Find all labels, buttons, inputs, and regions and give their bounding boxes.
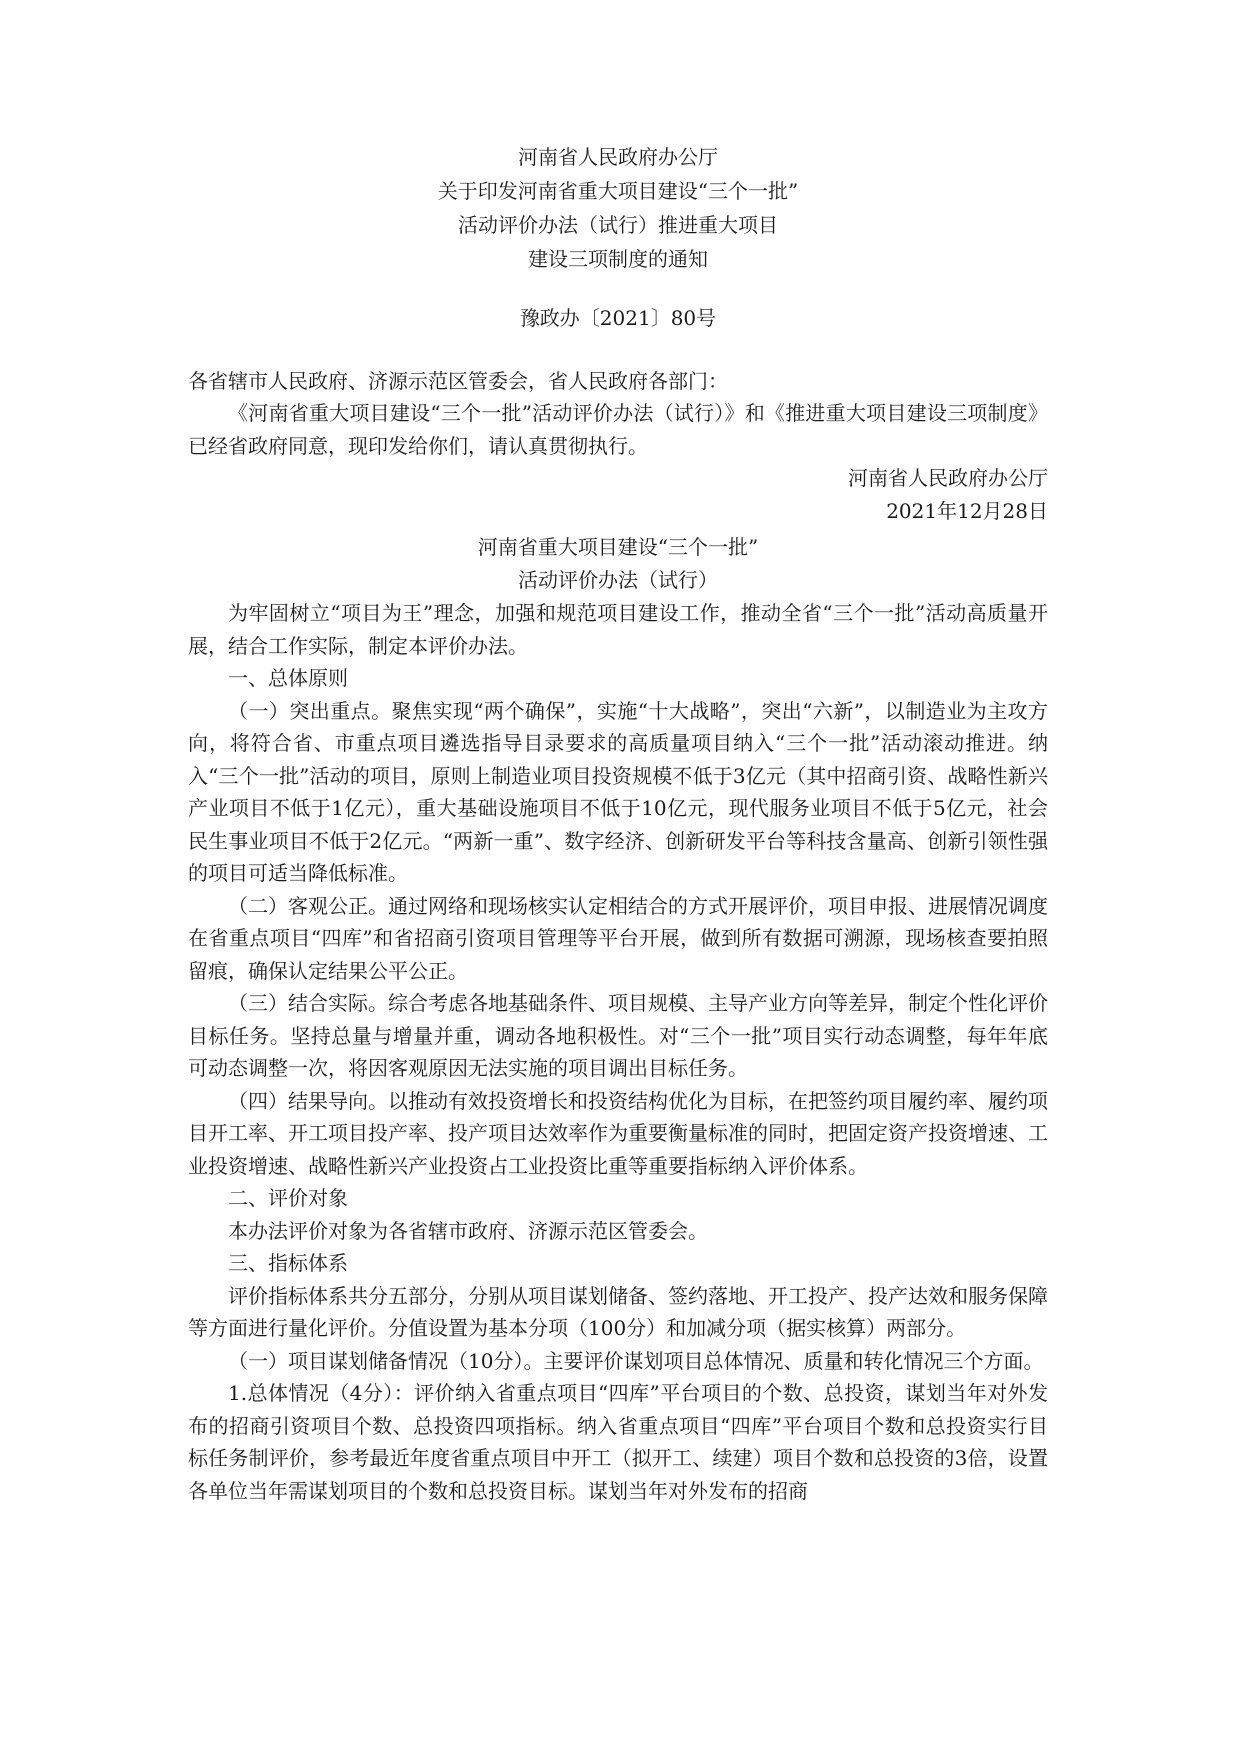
subsection-paragraph: （一）项目谋划储备情况（10分）。主要评价谋划项目总体情况、质量和转化情况三个方面。 <box>228 1348 1044 1373</box>
section-heading: 一、总体原则 <box>228 666 348 690</box>
notice-title-line: 关于印发河南省重大项目建设“三个一批” <box>437 179 799 203</box>
section-body: 评价指标体系共分五部分，分别从项目谋划储备、签约落地、开工投产、投产达效和服务保障等方面进行量化评价。分值设置为基本分项（100分）和加减分项（据实核算）两部分。 <box>188 1283 1048 1340</box>
measures-title <box>188 531 1048 597</box>
principle-paragraph: （二）客观公正。通过网络和现场核实认定相结合的方式开展评价，项目申报、进展情况调度在省重点项目“四库”和省招商引资项目管理等平台开展，做到所有数据可溯源，现场核查要拍照留痕，确保认定结果公平公正。 <box>188 893 1048 983</box>
notice-body: 《河南省重大项目建设“三个一批”活动评价办法（试行）》和《推进重大项目建设三项制度》已经省政府同意，现印发给你们，请认真贯彻执行。 <box>188 401 1048 458</box>
intro-paragraph: 为牢固树立“项目为王”理念，加强和规范项目建设工作，推动全省“三个一批”活动高质量开展，结合工作实际，制定本评价办法。 <box>188 601 1048 658</box>
notice-title-line: 建设三项制度的通知 <box>528 247 708 271</box>
section-heading: 二、评价对象 <box>228 1186 348 1210</box>
document-number: 豫政办〔2021〕80号 <box>519 306 717 330</box>
section-heading: 三、指标体系 <box>228 1251 348 1275</box>
issue-date: 2021年12月28日 <box>886 498 1048 523</box>
measures-title-line: 河南省重大项目建设“三个一批” <box>477 535 759 559</box>
section-body: 本办法评价对象为各省辖市政府、济源示范区管委会。 <box>228 1218 708 1243</box>
addressee: 各省辖市人民政府、济源示范区管委会，省人民政府各部门： <box>188 368 728 393</box>
principle-paragraph: （四）结果导向。以推动有效投资增长和投资结构优化为目标，在把签约项目履约率、履约项目开工率、开工项目投产率、投产项目达效率作为重要衡量标准的同时，把固定资产投资增速、工业投资增速、战略性新兴产业投资占工业投资比重等重要指标纳入评价体系。 <box>188 1088 1048 1178</box>
notice-title <box>188 140 1048 276</box>
item-paragraph: 1.总体情况（4分）：评价纳入省重点项目“四库”平台项目的个数、总投资，谋划当年对外发布的招商引资项目个数、总投资四项指标。纳入省重点项目“四库”平台项目个数和总投资实行目标任务制评价，参考最近年度省重点项目中开工（拟开工、续建）项目个数和总投资的3倍，设置各单位当年需谋划项目的个数和总投资目标。谋划当年对外发布的招商 <box>188 1381 1048 1503</box>
principle-paragraph: （一）突出重点。聚焦实现“两个确保”，实施“十大战略”，突出“六新”，以制造业为主攻方向，将符合省、市重点项目遴选指导目录要求的高质量项目纳入“三个一批”活动滚动推进。纳入“三个一批”活动的项目，原则上制造业项目投资规模不低于3亿元（其中招商引资、战略性新兴产业项目不低于1亿元），重大基础设施项目不低于10亿元，现代服务业项目不低于5亿元，社会民生事业项目不低于2亿元。“两新一重”、数字经济、创新研发平台等科技含量高、创新引领性强的项目可适当降低标准。 <box>188 698 1048 885</box>
principle-paragraph: （三）结合实际。综合考虑各地基础条件、项目规模、主导产业方向等差异，制定个性化评价目标任务。坚持总量与增量并重，调动各地积极性。对“三个一批”项目实行动态调整，每年年底可动态调整一次，将因客观原因无法实施的项目调出目标任务。 <box>188 991 1048 1080</box>
notice-title-line: 河南省人民政府办公厅 <box>518 145 718 169</box>
notice-title-line: 活动评价办法（试行）推进重大项目 <box>458 213 778 237</box>
document-page <box>188 140 1048 1507</box>
measures-title-line: 活动评价办法（试行） <box>518 568 718 592</box>
issuer-signature: 河南省人民政府办公厅 <box>848 466 1048 490</box>
